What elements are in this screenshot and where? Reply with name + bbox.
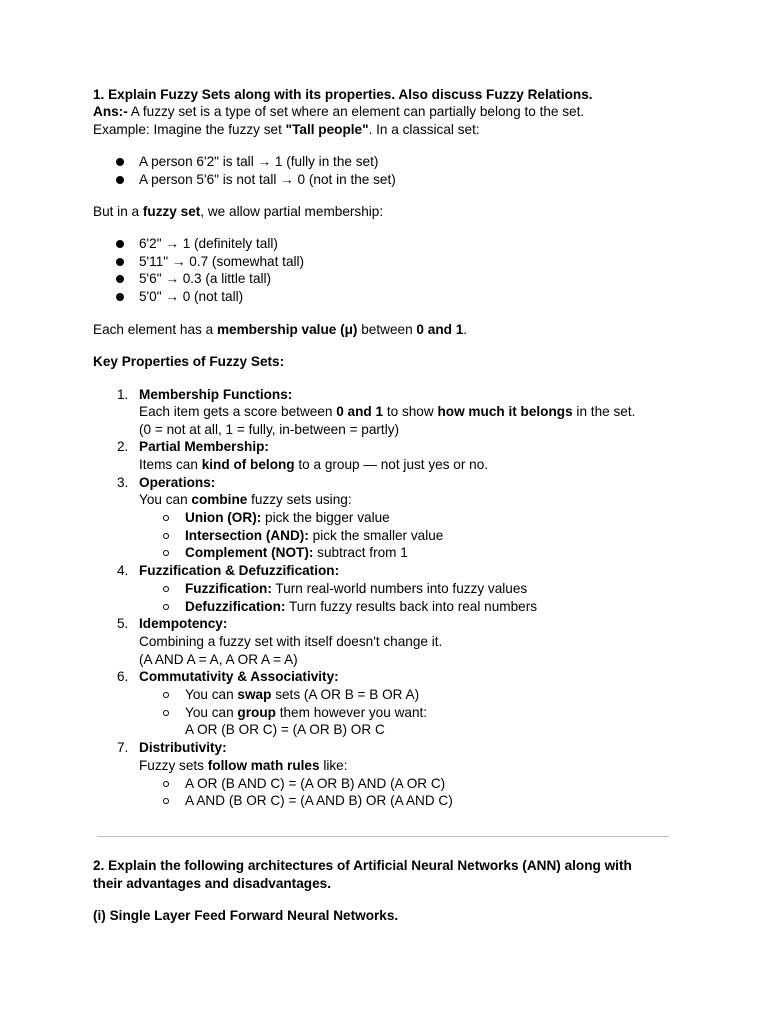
sub-list-item: Fuzzification: Turn real-world numbers into fuzzy values xyxy=(185,581,528,596)
membership-line: Each element has a membership value (μ) between 0 and 1. xyxy=(93,322,468,337)
property-title: Idempotency: xyxy=(139,616,228,631)
property-title: Commutativity & Associativity: xyxy=(139,669,339,684)
question-2-title: 2. Explain the following architectures of Artificial Neural Networks (ANN) along with xyxy=(93,858,632,873)
sub-list-item: Intersection (AND): pick the smaller value xyxy=(185,528,444,543)
section-divider xyxy=(97,836,669,837)
property-title: Operations: xyxy=(139,475,216,490)
question-2-title-cont: their advantages and disadvantages. xyxy=(93,876,331,891)
hollow-bullet-icon xyxy=(163,604,169,610)
answer-intro: Ans:- A fuzzy set is a type of set where an element can partially belong to the set. xyxy=(93,104,585,119)
sub-list-item: You can swap sets (A OR B = B OR A) xyxy=(185,687,420,702)
hollow-bullet-icon xyxy=(163,533,169,539)
hollow-bullet-icon xyxy=(163,550,169,556)
property-title: Partial Membership: xyxy=(139,439,269,454)
list-item: 6'2" → 1 (definitely tall) xyxy=(139,236,278,251)
question-2-subheading: (i) Single Layer Feed Forward Neural Networks. xyxy=(93,908,399,923)
property-text: Items can kind of belong to a group — not just yes or no. xyxy=(139,457,489,472)
bullet-icon xyxy=(116,275,124,283)
sub-list-item: You can group them however you want: xyxy=(185,705,428,720)
key-properties-heading: Key Properties of Fuzzy Sets: xyxy=(93,354,285,369)
list-number: 5. xyxy=(117,616,129,631)
list-item: A person 6'2" is tall → 1 (fully in the set) xyxy=(139,154,379,169)
sub-list-item-continuation: A OR (B OR C) = (A OR B) OR C xyxy=(185,722,385,737)
property-text: Combining a fuzzy set with itself doesn't change it. xyxy=(139,634,443,649)
hollow-bullet-icon xyxy=(163,692,169,698)
bullet-icon xyxy=(116,240,124,248)
property-text: (0 = not at all, 1 = fully, in-between = partly) xyxy=(139,422,400,437)
property-text: Fuzzy sets follow math rules like: xyxy=(139,758,348,773)
hollow-bullet-icon xyxy=(163,586,169,592)
sub-list-item: A AND (B OR C) = (A AND B) OR (A AND C) xyxy=(185,793,453,808)
answer-label: Ans:- xyxy=(93,104,128,119)
hollow-bullet-icon xyxy=(163,798,169,804)
property-title: Membership Functions: xyxy=(139,387,293,402)
sub-list-item: Union (OR): pick the bigger value xyxy=(185,510,390,525)
hollow-bullet-icon xyxy=(163,515,169,521)
bullet-icon xyxy=(116,158,124,166)
bullet-icon xyxy=(116,293,124,301)
list-item: 5'6" → 0.3 (a little tall) xyxy=(139,271,272,286)
example-line: Example: Imagine the fuzzy set "Tall people". In a classical set: xyxy=(93,122,480,137)
property-title: Fuzzification & Defuzzification: xyxy=(139,563,340,578)
property-title: Distributivity: xyxy=(139,740,227,755)
list-number: 7. xyxy=(117,740,129,755)
fuzzy-intro-line: But in a fuzzy set, we allow partial membership: xyxy=(93,204,384,219)
property-text: (A AND A = A, A OR A = A) xyxy=(139,652,298,667)
list-number: 4. xyxy=(117,563,129,578)
hollow-bullet-icon xyxy=(163,710,169,716)
property-text: You can combine fuzzy sets using: xyxy=(139,492,352,507)
hollow-bullet-icon xyxy=(163,781,169,787)
list-number: 6. xyxy=(117,669,129,684)
property-text: Each item gets a score between 0 and 1 to show how much it belongs in the set. xyxy=(139,404,636,419)
list-number: 2. xyxy=(117,439,129,454)
sub-list-item: Defuzzification: Turn fuzzy results back into real numbers xyxy=(185,599,538,614)
list-item: A person 5'6" is not tall → 0 (not in the set) xyxy=(139,172,396,187)
list-number: 1. xyxy=(117,387,129,402)
sub-list-item: Complement (NOT): subtract from 1 xyxy=(185,545,408,560)
bullet-icon xyxy=(116,258,124,266)
list-item: 5'11" → 0.7 (somewhat tall) xyxy=(139,254,305,269)
bullet-icon xyxy=(116,176,124,184)
question-1-title: 1. Explain Fuzzy Sets along with its properties. Also discuss Fuzzy Relations. xyxy=(93,87,593,102)
list-number: 3. xyxy=(117,475,129,490)
list-item: 5'0" → 0 (not tall) xyxy=(139,289,244,304)
sub-list-item: A OR (B AND C) = (A OR B) AND (A OR C) xyxy=(185,776,446,791)
